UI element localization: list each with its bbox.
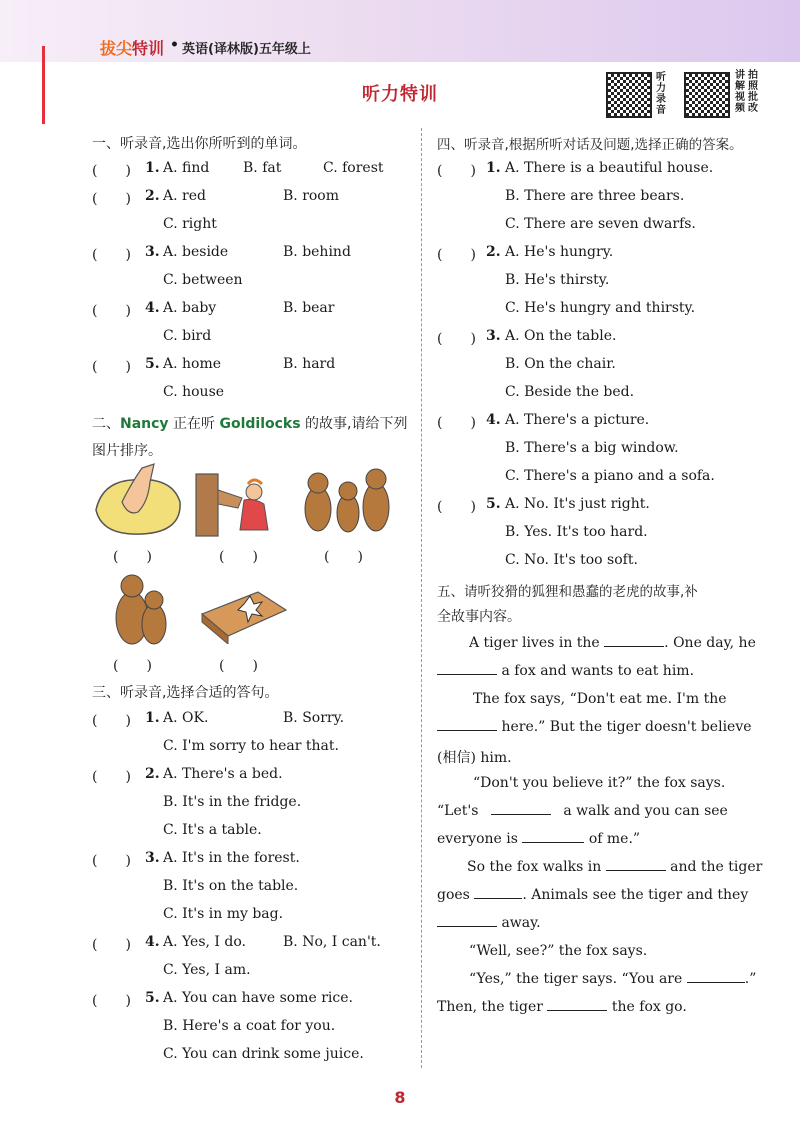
option-b: B. There are three bears. xyxy=(505,188,685,204)
fill-blank-7[interactable] xyxy=(474,898,522,899)
story-text: “Let's xyxy=(437,803,479,819)
question-number: 1. xyxy=(486,160,501,176)
option-a: A. On the table. xyxy=(505,328,617,344)
section5-heading: 五、请听狡猾的狐狸和愚蠢的老虎的故事,补 xyxy=(437,584,698,600)
answer-bracket[interactable]: ( ) xyxy=(437,247,476,263)
option-c: C. forest xyxy=(323,160,384,176)
option-c: C. bird xyxy=(163,328,212,344)
option-b: B. Yes. It's too hard. xyxy=(505,524,648,540)
question-number: 2. xyxy=(145,188,160,204)
picture-three-bears xyxy=(300,465,392,537)
picture-bracket-5[interactable]: ( ) xyxy=(219,658,258,674)
header-dot: • xyxy=(170,37,179,53)
answer-bracket[interactable]: ( ) xyxy=(92,359,131,375)
story-text: . One day, he xyxy=(664,635,756,651)
question-number: 1. xyxy=(145,710,160,726)
fill-blank-1[interactable] xyxy=(604,646,664,647)
fill-blank-8[interactable] xyxy=(437,926,497,927)
answer-bracket[interactable]: ( ) xyxy=(437,415,476,431)
option-c: C. between xyxy=(163,272,243,288)
answer-bracket[interactable]: ( ) xyxy=(92,993,131,1009)
story-line-12: “Well, see?” the fox says. xyxy=(469,943,648,959)
brand-part2: 特训 xyxy=(132,39,165,58)
picture-broken-chair xyxy=(198,574,290,644)
story-text: a walk and you can see xyxy=(563,803,728,819)
option-c: C. Yes, I am. xyxy=(163,962,251,978)
question-number: 2. xyxy=(145,766,160,782)
option-b: B. He's thirsty. xyxy=(505,272,610,288)
section5-heading-line2: 全故事内容。 xyxy=(437,609,521,625)
option-a: A. He's hungry. xyxy=(505,244,614,260)
option-c: C. No. It's too soft. xyxy=(505,552,638,568)
story-line-7 xyxy=(437,803,728,819)
option-a: A. find xyxy=(163,160,210,176)
qr-code-icon[interactable] xyxy=(684,72,730,118)
option-a: A. You can have some rice. xyxy=(163,990,353,1006)
story-text: Then, the tiger xyxy=(437,999,543,1015)
qr-label-audio: 听力录音 xyxy=(656,72,666,116)
question-number: 1. xyxy=(145,160,160,176)
option-a: A. OK. xyxy=(163,710,209,726)
fill-blank-6[interactable] xyxy=(606,870,666,871)
option-b: B. It's in the fridge. xyxy=(163,794,302,810)
answer-bracket[interactable]: ( ) xyxy=(92,769,131,785)
option-a: A. baby xyxy=(163,300,217,316)
fill-blank-10[interactable] xyxy=(547,1010,607,1011)
option-b: B. On the chair. xyxy=(505,356,616,372)
answer-bracket[interactable]: ( ) xyxy=(92,303,131,319)
section4-heading: 四、听录音,根据所听对话及问题,选择正确的答案。 xyxy=(437,137,743,153)
option-c: C. He's hungry and thirsty. xyxy=(505,300,696,316)
story-line-5: (相信) him. xyxy=(437,750,512,766)
answer-bracket[interactable]: ( ) xyxy=(92,713,131,729)
story-text: of me.” xyxy=(588,831,641,847)
option-a: A. There is a beautiful house. xyxy=(505,160,714,176)
section1-heading: 一、听录音,选出你所听到的单词。 xyxy=(92,136,307,152)
story-text: the fox go. xyxy=(611,999,687,1015)
option-c: C. It's a table. xyxy=(163,822,262,838)
picture-two-bears xyxy=(110,570,172,648)
picture-bracket-1[interactable]: ( ) xyxy=(113,549,152,565)
option-b: B. fat xyxy=(243,160,282,176)
fill-blank-9[interactable] xyxy=(687,982,745,983)
option-c: C. right xyxy=(163,216,217,232)
page-number: 8 xyxy=(394,1088,406,1107)
question-number: 2. xyxy=(486,244,501,260)
story-text: A tiger lives in the xyxy=(469,635,600,651)
heading-mid: 正在听 xyxy=(168,416,220,432)
story-line-3: The fox says, “Don't eat me. I'm the xyxy=(473,691,727,707)
option-b: B. It's on the table. xyxy=(163,878,299,894)
option-a: A. home xyxy=(163,356,222,372)
heading-story: Goldilocks xyxy=(219,416,301,432)
option-a: A. No. It's just right. xyxy=(505,496,650,512)
option-b: B. behind xyxy=(283,244,351,260)
story-line-1 xyxy=(469,635,756,651)
fill-blank-4[interactable] xyxy=(491,814,551,815)
answer-bracket[interactable]: ( ) xyxy=(92,853,131,869)
story-text: goes xyxy=(437,887,470,903)
story-text: So the fox walks in xyxy=(467,859,602,875)
story-line-11 xyxy=(437,915,541,931)
picture-girl-at-door xyxy=(192,470,282,538)
story-text: “Yes,” the tiger says. “You are xyxy=(469,971,683,987)
answer-bracket[interactable]: ( ) xyxy=(437,331,476,347)
option-a: A. beside xyxy=(163,244,229,260)
picture-bracket-2[interactable]: ( ) xyxy=(219,549,258,565)
option-a: A. There's a bed. xyxy=(163,766,283,782)
fill-blank-5[interactable] xyxy=(522,842,584,843)
option-b: B. room xyxy=(283,188,340,204)
option-a: A. It's in the forest. xyxy=(163,850,300,866)
qr-code-icon[interactable] xyxy=(606,72,652,118)
heading-prefix: 二、 xyxy=(92,416,120,432)
option-b: B. There's a big window. xyxy=(505,440,679,456)
answer-bracket[interactable]: ( ) xyxy=(92,191,131,207)
picture-bracket-4[interactable]: ( ) xyxy=(113,658,152,674)
brand-logo xyxy=(100,36,164,59)
story-line-4 xyxy=(437,719,752,735)
option-a: A. There's a picture. xyxy=(505,412,650,428)
option-c: C. There's a piano and a sofa. xyxy=(505,468,715,484)
question-number: 3. xyxy=(486,328,501,344)
option-b: B. bear xyxy=(283,300,335,316)
option-b: B. hard xyxy=(283,356,336,372)
answer-bracket[interactable]: ( ) xyxy=(437,499,476,515)
question-number: 3. xyxy=(145,850,160,866)
option-a: A. red xyxy=(163,188,206,204)
story-text: a fox and wants to eat him. xyxy=(501,663,695,679)
option-c: C. I'm sorry to hear that. xyxy=(163,738,339,754)
option-b: B. Here's a coat for you. xyxy=(163,1018,336,1034)
subject-label: 英语(译林版)五年级上 xyxy=(182,42,311,57)
question-number: 5. xyxy=(145,356,160,372)
option-c: C. Beside the bed. xyxy=(505,384,635,400)
option-a: A. Yes, I do. xyxy=(163,934,246,950)
heading-suffix: 的故事,请给下列 xyxy=(300,416,408,432)
question-number: 4. xyxy=(145,934,160,950)
qr-label-grading: 拍照批改 xyxy=(748,70,758,114)
section3-heading: 三、听录音,选择合适的答句。 xyxy=(92,685,279,701)
column-divider xyxy=(421,128,422,1068)
section2-heading-line2: 图片排序。 xyxy=(92,443,162,459)
answer-bracket[interactable]: ( ) xyxy=(437,163,476,179)
question-number: 5. xyxy=(145,990,160,1006)
story-text: everyone is xyxy=(437,831,518,847)
story-text: and the tiger xyxy=(670,859,763,875)
fill-blank-2[interactable] xyxy=(437,674,497,675)
answer-bracket[interactable]: ( ) xyxy=(92,163,131,179)
story-text: . Animals see the tiger and they xyxy=(522,887,749,903)
option-c: C. It's in my bag. xyxy=(163,906,284,922)
brand-part1: 拔尖 xyxy=(100,39,133,58)
story-line-8 xyxy=(437,831,640,847)
option-b: B. No, I can't. xyxy=(283,934,381,950)
story-line-9 xyxy=(467,859,762,875)
option-c: C. house xyxy=(163,384,225,400)
answer-bracket[interactable]: ( ) xyxy=(92,247,131,263)
qr-label-video: 讲解视频 xyxy=(735,70,745,114)
question-number: 5. xyxy=(486,496,501,512)
story-line-6: “Don't you believe it?” the fox says. xyxy=(473,775,726,791)
picture-bracket-3[interactable]: ( ) xyxy=(324,549,363,565)
question-number: 4. xyxy=(486,412,501,428)
story-text: .” xyxy=(744,971,757,987)
story-line-2 xyxy=(437,663,694,679)
story-text: here.” But the tiger doesn't believe xyxy=(501,719,752,735)
story-text: away. xyxy=(501,915,541,931)
question-number: 3. xyxy=(145,244,160,260)
picture-pillow-pressing xyxy=(92,462,184,538)
answer-bracket[interactable]: ( ) xyxy=(92,937,131,953)
page-title: 听力特训 xyxy=(362,84,438,105)
option-c: C. There are seven dwarfs. xyxy=(505,216,696,232)
section2-heading xyxy=(92,413,407,433)
question-number: 4. xyxy=(145,300,160,316)
option-c: C. You can drink some juice. xyxy=(163,1046,364,1062)
story-line-13 xyxy=(469,971,756,987)
story-line-14 xyxy=(437,999,687,1015)
option-b: B. Sorry. xyxy=(283,710,345,726)
heading-name: Nancy xyxy=(120,416,169,432)
story-line-10 xyxy=(437,887,748,903)
fill-blank-3[interactable] xyxy=(437,730,497,731)
